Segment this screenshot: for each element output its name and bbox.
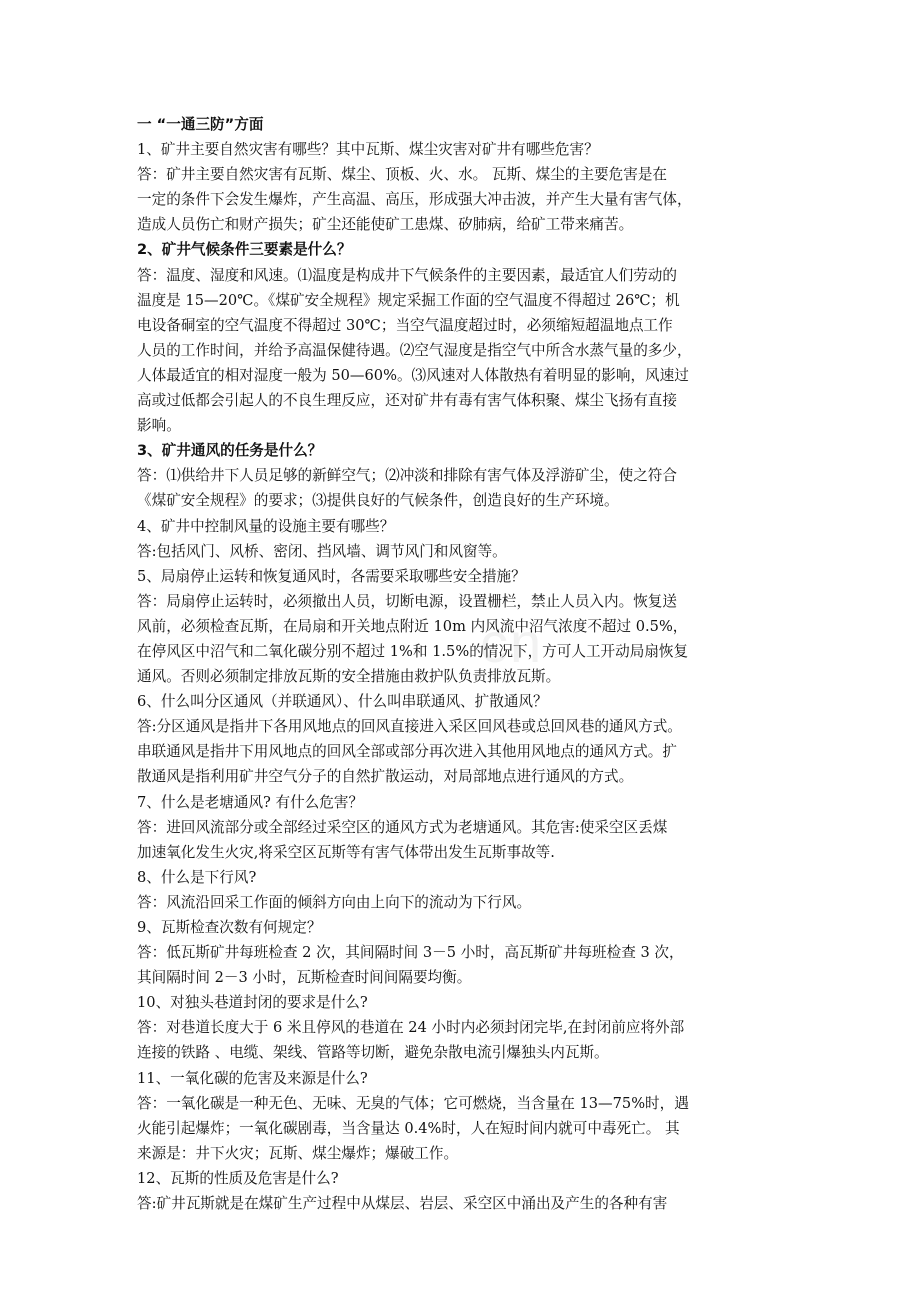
text-line: 12、瓦斯的性质及危害是什么? <box>137 1169 339 1187</box>
text-line: 答:矿井瓦斯就是在煤矿生产过程中从煤层、岩层、采空区中涌出及产生的各种有害 <box>137 1195 668 1213</box>
text-line: 11、一氧化碳的危害及来源是什么? <box>137 1069 368 1087</box>
text-line: 答：矿井主要自然灾害有瓦斯、煤尘、顶板、火、水。 瓦斯、煤尘的主要危害是在 <box>137 166 668 184</box>
text-line: 答:包括风门、风桥、密闭、挡风墙、调节风门和风窗等。 <box>137 542 507 560</box>
text-line: 答：风流沿回采工作面的倾斜方向由上向下的流动为下行风。 <box>137 893 532 911</box>
text-line: 答：进回风流部分或全部经过采空区的通风方式为老塘通风。其危害:使采空区丢煤 <box>137 818 668 836</box>
text-line: 1、矿井主要自然灾害有哪些？其中瓦斯、煤尘灾害对矿井有哪些危害？ <box>137 141 599 159</box>
text-line: 7、什么是老塘通风? 有什么危害？ <box>137 793 364 811</box>
text-line: 9、瓦斯检查次数有何规定？ <box>137 919 322 936</box>
text-line: 造成人员伤亡和财产损失；矿尘还能使矿工患煤、矽肺病，给矿工带来痛苦。 <box>137 216 634 234</box>
text-line: 一定的条件下会发生爆炸，产生高温、高压，形成强大冲击波，并产生大量有害气体， <box>137 191 692 209</box>
text-line: 答：对巷道长度大于 6 米且停风的巷道在 24 小时内必须封闭完毕,在封闭前应将外部 <box>137 1019 685 1037</box>
document-body <box>137 112 787 1216</box>
section-heading: 一 “一通三防”方面 <box>137 116 264 133</box>
text-line: 答：⑴供给井下人员足够的新鲜空气；⑵冲淡和排除有害气体及浮游矿尘，使之符合 <box>137 467 677 485</box>
text-line: 串联通风是指井下用风地点的回风全部或部分再次进入其他用风地点的通风方式。扩 <box>137 743 677 761</box>
section-heading: 3、矿井通风的任务是什么？ <box>137 442 323 460</box>
text-line: 答：局扇停止运转时，必须撤出人员，切断电源，设置栅栏，禁止人员入内。恢复送 <box>137 592 677 610</box>
watermark-logo: cn <box>480 611 544 674</box>
text-line: 5、局扇停止运转和恢复通风时，各需要采取哪些安全措施？ <box>137 567 526 585</box>
text-line: 其间隔时间 2－3 小时，瓦斯检查时间间隔要均衡。 <box>137 969 472 987</box>
text-line: 答：温度、湿度和风速。⑴温度是构成井下气候条件的主要因素，最适宜人们劳动的 <box>137 266 677 284</box>
text-line: 加速氧化发生火灾,将采空区瓦斯等有害气体带出发生瓦斯事故等. <box>137 843 555 861</box>
text-line: 人体最适宜的相对湿度一般为 50—60%。⑶风速对人体散热有着明显的影响，风速过 <box>137 366 689 384</box>
text-line: 《煤矿安全规程》的要求；⑶提供良好的气候条件，创造良好的生产环境。 <box>137 492 619 510</box>
text-line: 火能引起爆炸；一氧化碳剧毒，当含量达 0.4%时，人在短时间内就可中毒死亡。 其 <box>137 1119 680 1137</box>
text-line: 答：低瓦斯矿井每班检查 2 次，其间隔时间 3－5 小时，高瓦斯矿井每班检查 3 次， <box>137 944 684 962</box>
text-line: 散通风是指利用矿井空气分子的自然扩散运动，对局部地点进行通风的方式。 <box>137 768 634 786</box>
text-line: 6、什么叫分区通风（并联通风）、什么叫串联通风、扩散通风？ <box>137 693 548 711</box>
text-line: 8、什么是下行风? <box>137 868 257 886</box>
text-line: 答：一氧化碳是一种无色、无味、无臭的气体；它可燃烧，当含量在 13—75%时，遇 <box>137 1094 689 1112</box>
text-line: 在停风区中沼气和二氧化碳分别不超过 1%和 1.5%的情况下，方可人工开动局扇恢复 <box>137 642 689 660</box>
text-line: 影响。 <box>137 417 181 435</box>
text-line: 连接的铁路 、电缆、架线、管路等切断，避免杂散电流引爆独头内瓦斯。 <box>137 1044 609 1062</box>
text-line: 高或过低都会引起人的不良生理反应，还对矿井有毒有害气体积聚、煤尘飞扬有直接 <box>137 392 677 410</box>
text-line: 10、对独头巷道封闭的要求是什么? <box>137 994 368 1012</box>
text-line: 答:分区通风是指井下各用风地点的回风直接进入采区回风巷或总回风巷的通风方式。 <box>137 718 682 736</box>
text-line: 温度是 15—20℃。《煤矿安全规程》规定采掘工作面的空气温度不得超过 26℃；机 <box>137 291 680 309</box>
text-line: 风前，必须检查瓦斯，在局扇和开关地点附近 10m 内风流中沼气浓度不超过 0.5%， <box>137 617 688 635</box>
text-line: 4、矿井中控制风量的设施主要有哪些？ <box>137 517 395 535</box>
text-line: 人员的工作时间，并给予高温保健待遇。⑵空气湿度是指空气中所含水蒸气量的多少， <box>137 341 692 359</box>
section-heading: 2、矿井气候条件三要素是什么？ <box>137 241 352 259</box>
text-line: 来源是：井下火灾；瓦斯、煤尘爆炸；爆破工作。 <box>137 1144 459 1162</box>
text-line: 通风。否则必须制定排放瓦斯的安全措施由救护队负责排放瓦斯。 <box>137 668 561 686</box>
text-line: 电设备硐室的空气温度不得超过 30℃；当空气温度超过时，必须缩短超温地点工作 <box>137 316 673 334</box>
